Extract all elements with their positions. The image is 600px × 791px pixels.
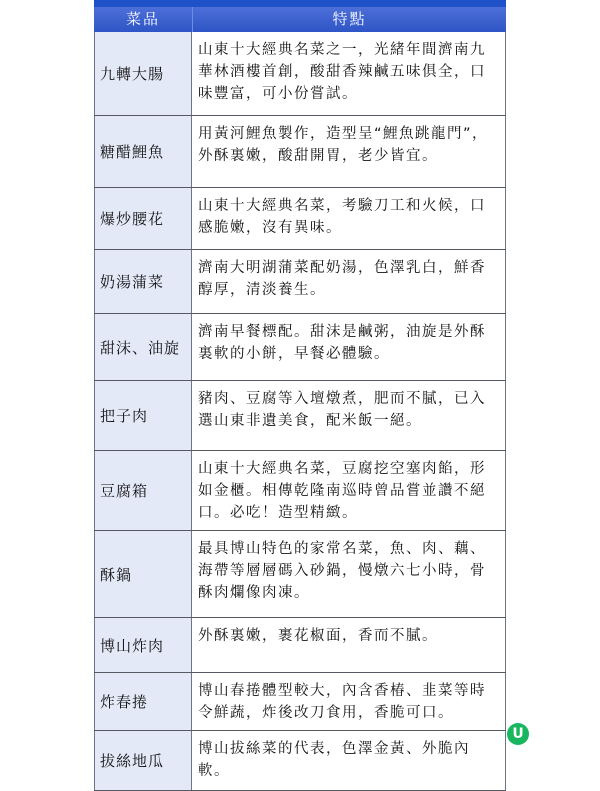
- dish-desc: 最具博山特色的家常名菜，魚、肉、藕、海帶等層層碼入砂鍋，慢燉六七小時，骨酥肉爛像肉凍。: [192, 531, 506, 617]
- dish-name: 奶湯蒲菜: [94, 250, 192, 313]
- dish-name: 甜沫、油旋: [94, 314, 192, 380]
- table-top-bar: [94, 0, 506, 7]
- table-row: [94, 32, 506, 116]
- dish-table: [94, 32, 506, 791]
- dish-desc: 山東十大經典名菜，豆腐挖空塞肉餡，形如金櫃。相傳乾隆南巡時曾品嘗並讚不絕口。必吃！造型精緻。: [192, 451, 506, 530]
- dish-name: 糖醋鯉魚: [94, 116, 192, 187]
- dish-desc: 豬肉、豆腐等入壇燉煮，肥而不膩，已入選山東非遺美食，配米飯一絕。: [192, 381, 506, 450]
- table-header: [94, 7, 506, 33]
- header-feature: 特點: [332, 10, 367, 28]
- table-row: [94, 531, 506, 618]
- dish-name: 豆腐箱: [94, 451, 192, 530]
- dish-name: 把子肉: [94, 381, 192, 450]
- table-row: [94, 116, 506, 188]
- dish-name: 九轉大腸: [94, 32, 192, 115]
- dish-desc: 博山拔絲菜的代表，色澤金黃、外脆內軟。: [192, 731, 506, 790]
- dish-name: 酥鍋: [94, 531, 192, 617]
- dish-desc: 山東十大經典名菜之一，光緒年間濟南九華林酒樓首創，酸甜香辣鹹五味俱全，口味豐富，可小份嘗試。: [192, 32, 506, 115]
- dish-desc: 濟南早餐標配。甜沫是鹹粥，油旋是外酥裏軟的小餅，早餐必體驗。: [192, 314, 506, 380]
- dish-desc: 外酥裏嫩，裹花椒面，香而不膩。: [192, 618, 506, 672]
- watermark-logo: U: [507, 723, 529, 745]
- dish-name: 拔絲地瓜: [94, 731, 192, 790]
- dish-name: 爆炒腰花: [94, 188, 192, 249]
- dish-desc: 濟南大明湖蒲菜配奶湯，色澤乳白，鮮香醇厚，清淡養生。: [192, 250, 506, 313]
- table-row: [94, 188, 506, 250]
- dish-desc: 博山春捲體型較大，內含香椿、韭菜等時令鮮蔬，炸後改刀食用，香脆可口。: [192, 673, 506, 730]
- dish-name: 博山炸肉: [94, 618, 192, 672]
- table-row: [94, 731, 506, 791]
- table-row: [94, 673, 506, 731]
- table-row: [94, 618, 506, 673]
- dish-desc: 山東十大經典名菜，考驗刀工和火候，口感脆嫩，沒有異味。: [192, 188, 506, 249]
- table-row: [94, 314, 506, 381]
- table-row: [94, 381, 506, 451]
- header-dish: 菜品: [94, 7, 193, 32]
- table-row: [94, 250, 506, 314]
- dish-name: 炸春捲: [94, 673, 192, 730]
- dish-desc: 用黃河鯉魚製作，造型呈“鯉魚跳龍門”，外酥裏嫩，酸甜開胃，老少皆宜。: [192, 116, 506, 187]
- table-row: [94, 451, 506, 531]
